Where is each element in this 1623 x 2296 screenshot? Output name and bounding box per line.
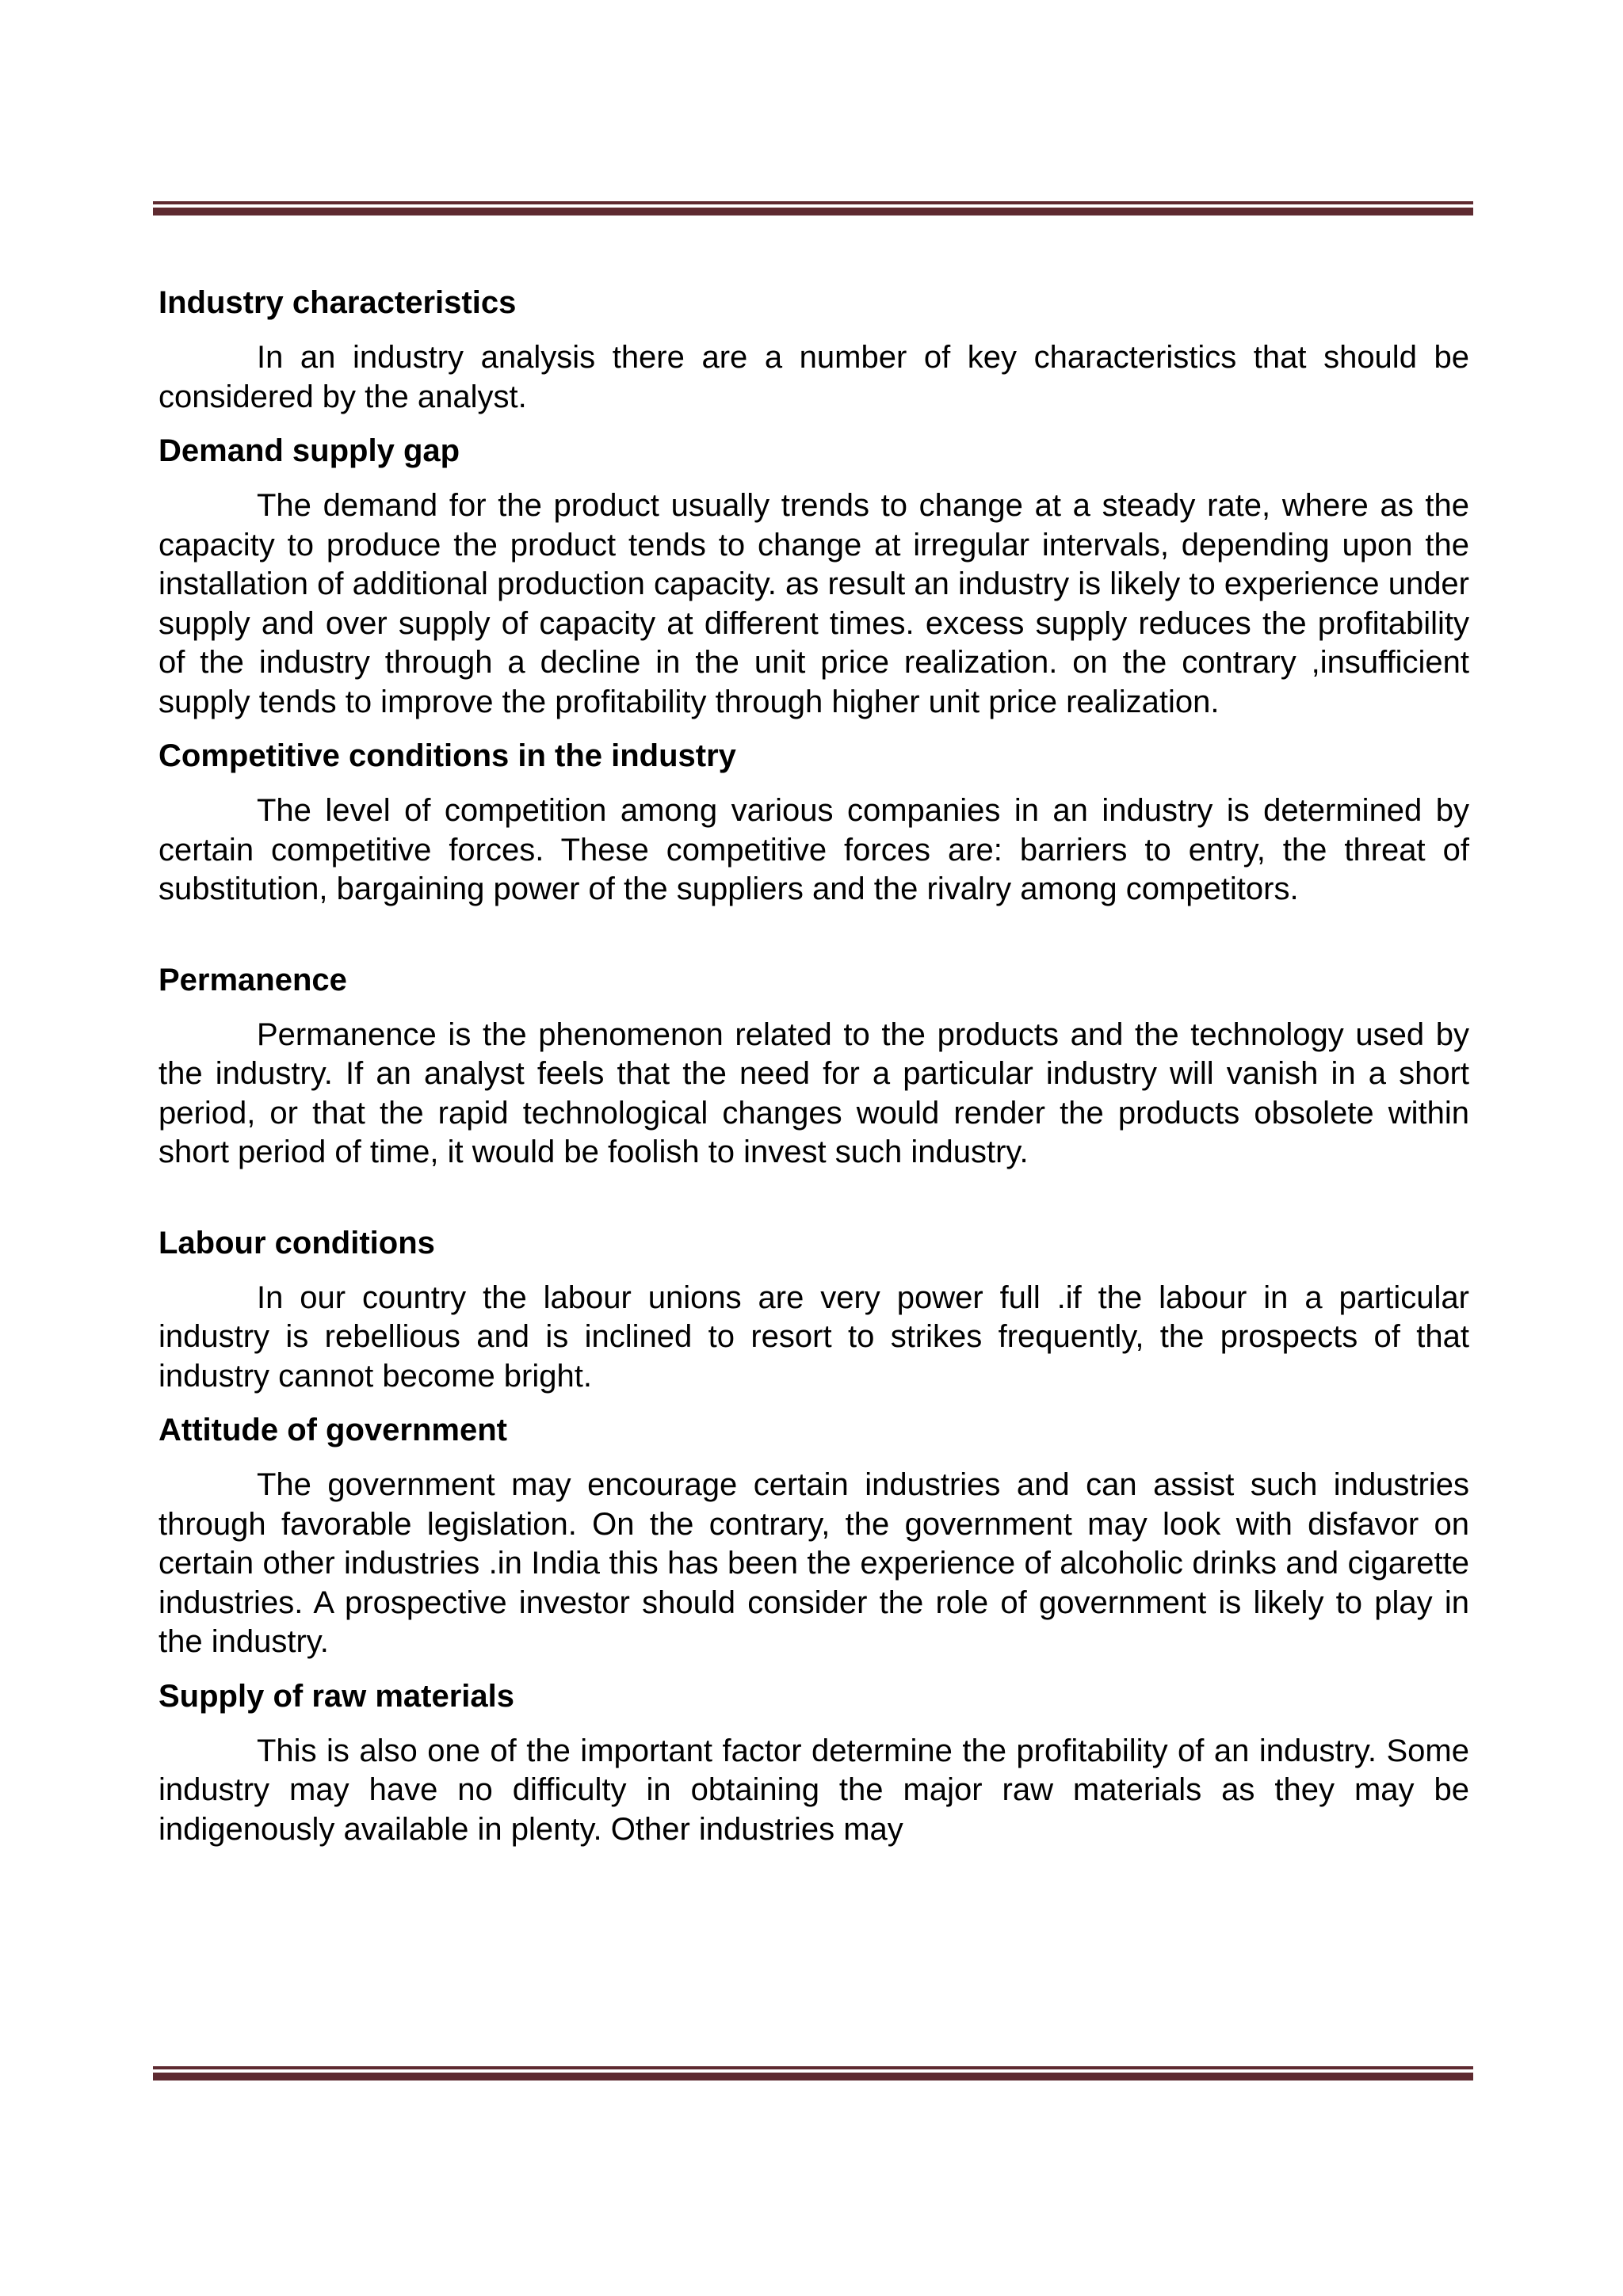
section-body: The level of competition among various companies in an industry is determined by certain competitive forces. These competitive forces are: barriers to entry, the threat of substitution, bargaining power of the suppliers and the rivalry among competitors.: [158, 793, 1469, 906]
spacer: [158, 1185, 1469, 1222]
section-heading: Supply of raw materials: [158, 1678, 515, 1714]
section-body: The government may encourage certain industries and can assist such industries through favorable legislation. On the contrary, the government may look with disfavor on certain other industries .in India this has been the experience of alcoholic drinks and cigarette industries. A prospective investor should consider the role of government is likely to play in the industry.: [158, 1467, 1469, 1659]
page-content: [158, 281, 1469, 1862]
section-supply-of-raw-materials: [158, 1675, 1469, 1850]
section-heading: Permanence: [158, 962, 347, 997]
section-heading: Industry characteristics: [158, 285, 517, 320]
section-heading: Demand supply gap: [158, 433, 460, 468]
section-body: Permanence is the phenomenon related to the products and the technology used by the industry. If an analyst feels that the need for a particular industry will vanish in a short period, or that the rapid technological changes would render the products obsolete within short period of time, it would be foolish to invest such industry.: [158, 1016, 1469, 1169]
top-divider: [153, 201, 1473, 215]
section-body: This is also one of the important factor determine the profitability of an industry. Some industry may have no difficulty in obtaining the major raw materials as they may be indigenously available in plenty. Other industries may: [158, 1733, 1469, 1847]
section-heading: Attitude of government: [158, 1413, 507, 1447]
bottom-divider: [153, 2066, 1473, 2081]
spacer: [158, 922, 1469, 959]
section-heading: Competitive conditions in the industry: [158, 738, 736, 773]
section-permanence: [158, 959, 1469, 1173]
section-industry-characteristics: [158, 281, 1469, 417]
section-body: In our country the labour unions are very power full .if the labour in a particular industry is rebellious and is inclined to resort to strikes frequently, the prospects of that industry cannot become bright.: [158, 1280, 1469, 1394]
section-attitude-of-government: [158, 1409, 1469, 1662]
section-demand-supply-gap: [158, 429, 1469, 722]
section-heading: Labour conditions: [158, 1225, 435, 1261]
section-competitive-conditions: [158, 734, 1469, 910]
section-body: The demand for the product usually trends to change at a steady rate, where as the capacity to produce the product tends to change at irregular intervals, depending upon the installation of additional production capacity. as result an industry is likely to experience under supply and over supply of capacity at different times. excess supply reduces the profitability of the industry through a decline in the unit price realization. on the contrary ,insufficient supply tends to improve the profitability through higher unit price realization.: [158, 488, 1469, 719]
section-labour-conditions: [158, 1222, 1469, 1397]
section-body: In an industry analysis there are a number of key characteristics that should be considered by the analyst.: [158, 340, 1469, 414]
